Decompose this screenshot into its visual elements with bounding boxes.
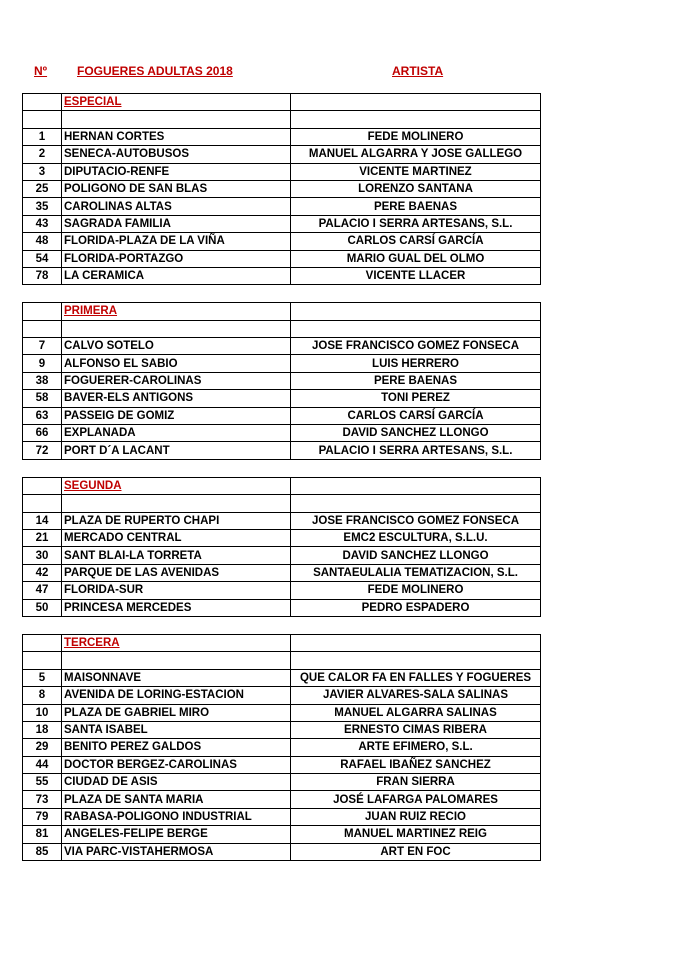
foguera-number: 50: [23, 599, 62, 616]
artist-name: PEDRO ESPADERO: [291, 599, 541, 616]
foguera-number: 85: [23, 843, 62, 860]
table-row: [23, 756, 541, 773]
foguera-name: FLORIDA-PORTAZGO: [62, 250, 291, 267]
foguera-number: 9: [23, 355, 62, 372]
artist-name: LORENZO SANTANA: [291, 180, 541, 197]
foguera-name: SANTA ISABEL: [62, 721, 291, 738]
table-row: [23, 442, 541, 459]
artist-name: FEDE MOLINERO: [291, 582, 541, 599]
foguera-number: 29: [23, 739, 62, 756]
foguera-name: SANT BLAI-LA TORRETA: [62, 547, 291, 564]
artist-name: PERE BAENAS: [291, 372, 541, 389]
sections-container: [22, 93, 540, 878]
foguera-name: VIA PARC-VISTAHERMOSA: [62, 843, 291, 860]
foguera-name: PLAZA DE SANTA MARIA: [62, 791, 291, 808]
table-row: [23, 250, 541, 267]
table-row: [23, 774, 541, 791]
artist-name: MANUEL ALGARRA SALINAS: [291, 704, 541, 721]
empty-cell: [23, 495, 62, 512]
artist-name: PERE BAENAS: [291, 198, 541, 215]
foguera-name: FOGUERER-CAROLINAS: [62, 372, 291, 389]
foguera-number: 30: [23, 547, 62, 564]
category-label: SEGUNDA: [62, 477, 291, 494]
table-row: [23, 564, 541, 581]
foguera-name: SENECA-AUTOBUSOS: [62, 146, 291, 163]
foguera-number: 14: [23, 512, 62, 529]
foguera-name: BENITO PEREZ GALDOS: [62, 739, 291, 756]
blank-row: [23, 111, 541, 128]
foguera-name: PASSEIG DE GOMIZ: [62, 407, 291, 424]
table-row: [23, 721, 541, 738]
foguera-name: FLORIDA-SUR: [62, 582, 291, 599]
foguera-number: 58: [23, 390, 62, 407]
empty-cell: [291, 477, 541, 494]
table-row: [23, 808, 541, 825]
document-title: FOGUERES ADULTAS 2018: [77, 64, 233, 78]
empty-cell: [291, 634, 541, 651]
artist-name: MARIO GUAL DEL OLMO: [291, 250, 541, 267]
empty-cell: [291, 111, 541, 128]
foguera-name: CALVO SOTELO: [62, 338, 291, 355]
table-row: [23, 704, 541, 721]
artist-name: DAVID SANCHEZ LLONGO: [291, 547, 541, 564]
empty-cell: [62, 320, 291, 337]
section-table: [22, 634, 541, 861]
foguera-number: 79: [23, 808, 62, 825]
table-row: [23, 669, 541, 686]
foguera-number: 5: [23, 669, 62, 686]
artist-name: ART EN FOC: [291, 843, 541, 860]
foguera-number: 73: [23, 791, 62, 808]
section-table: [22, 477, 541, 617]
artist-name: MANUEL ALGARRA Y JOSE GALLEGO: [291, 146, 541, 163]
foguera-number: 42: [23, 564, 62, 581]
table-row: [23, 843, 541, 860]
foguera-name: MAISONNAVE: [62, 669, 291, 686]
table-row: [23, 390, 541, 407]
category-row: [23, 634, 541, 651]
table-row: [23, 687, 541, 704]
foguera-number: 1: [23, 128, 62, 145]
foguera-name: CIUDAD DE ASIS: [62, 774, 291, 791]
foguera-name: ALFONSO EL SABIO: [62, 355, 291, 372]
foguera-number: 48: [23, 233, 62, 250]
table-row: [23, 338, 541, 355]
table-row: [23, 355, 541, 372]
empty-cell: [62, 495, 291, 512]
foguera-name: ANGELES-FELIPE BERGE: [62, 826, 291, 843]
document-header: [0, 64, 679, 80]
artist-name: QUE CALOR FA EN FALLES Y FOGUERES: [291, 669, 541, 686]
foguera-number: 47: [23, 582, 62, 599]
empty-cell: [23, 94, 62, 111]
foguera-name: LA CERAMICA: [62, 267, 291, 284]
foguera-name: POLIGONO DE SAN BLAS: [62, 180, 291, 197]
artist-name: RAFAEL IBAÑEZ SANCHEZ: [291, 756, 541, 773]
foguera-name: AVENIDA DE LORING-ESTACION: [62, 687, 291, 704]
blank-row: [23, 652, 541, 669]
table-row: [23, 267, 541, 284]
foguera-name: HERNAN CORTES: [62, 128, 291, 145]
table-row: [23, 163, 541, 180]
table-row: [23, 128, 541, 145]
foguera-number: 44: [23, 756, 62, 773]
category-row: [23, 94, 541, 111]
category-row: [23, 303, 541, 320]
foguera-name: PLAZA DE RUPERTO CHAPI: [62, 512, 291, 529]
foguera-name: PRINCESA MERCEDES: [62, 599, 291, 616]
artist-name: JUAN RUIZ RECIO: [291, 808, 541, 825]
artist-name: JOSE FRANCISCO GOMEZ FONSECA: [291, 512, 541, 529]
table-row: [23, 529, 541, 546]
artist-column-heading: ARTISTA: [392, 64, 444, 78]
foguera-number: 18: [23, 721, 62, 738]
table-row: [23, 425, 541, 442]
artist-name: JAVIER ALVARES-SALA SALINAS: [291, 687, 541, 704]
empty-cell: [291, 303, 541, 320]
artist-name: CARLOS CARSÍ GARCÍA: [291, 407, 541, 424]
table-row: [23, 407, 541, 424]
foguera-number: 72: [23, 442, 62, 459]
artist-name: DAVID SANCHEZ LLONGO: [291, 425, 541, 442]
foguera-number: 3: [23, 163, 62, 180]
empty-cell: [23, 652, 62, 669]
table-row: [23, 791, 541, 808]
artist-name: JOSE FRANCISCO GOMEZ FONSECA: [291, 338, 541, 355]
artist-name: LUIS HERRERO: [291, 355, 541, 372]
artist-name: EMC2 ESCULTURA, S.L.U.: [291, 529, 541, 546]
table-row: [23, 512, 541, 529]
table-row: [23, 826, 541, 843]
artist-name: ERNESTO CIMAS RIBERA: [291, 721, 541, 738]
empty-cell: [62, 111, 291, 128]
table-row: [23, 599, 541, 616]
table-row: [23, 547, 541, 564]
artist-name: SANTAEULALIA TEMATIZACION, S.L.: [291, 564, 541, 581]
artist-name: PALACIO I SERRA ARTESANS, S.L.: [291, 442, 541, 459]
artist-name: FRAN SIERRA: [291, 774, 541, 791]
category-label: ESPECIAL: [62, 94, 291, 111]
empty-cell: [23, 111, 62, 128]
empty-cell: [62, 652, 291, 669]
foguera-name: DOCTOR BERGEZ-CAROLINAS: [62, 756, 291, 773]
foguera-number: 21: [23, 529, 62, 546]
foguera-number: 81: [23, 826, 62, 843]
table-row: [23, 582, 541, 599]
empty-cell: [23, 477, 62, 494]
artist-name: VICENTE MARTINEZ: [291, 163, 541, 180]
foguera-number: 54: [23, 250, 62, 267]
foguera-number: 2: [23, 146, 62, 163]
blank-row: [23, 495, 541, 512]
blank-row: [23, 320, 541, 337]
empty-cell: [23, 320, 62, 337]
foguera-number: 38: [23, 372, 62, 389]
empty-cell: [291, 495, 541, 512]
table-row: [23, 233, 541, 250]
foguera-number: 66: [23, 425, 62, 442]
foguera-number: 43: [23, 215, 62, 232]
foguera-name: BAVER-ELS ANTIGONS: [62, 390, 291, 407]
foguera-number: 7: [23, 338, 62, 355]
foguera-name: FLORIDA-PLAZA DE LA VIÑA: [62, 233, 291, 250]
empty-cell: [291, 652, 541, 669]
empty-cell: [291, 320, 541, 337]
foguera-number: 10: [23, 704, 62, 721]
artist-name: VICENTE LLACER: [291, 267, 541, 284]
foguera-number: 35: [23, 198, 62, 215]
table-row: [23, 146, 541, 163]
foguera-number: 78: [23, 267, 62, 284]
artist-name: FEDE MOLINERO: [291, 128, 541, 145]
category-row: [23, 477, 541, 494]
foguera-number: 8: [23, 687, 62, 704]
category-label: PRIMERA: [62, 303, 291, 320]
empty-cell: [23, 634, 62, 651]
foguera-name: PLAZA DE GABRIEL MIRO: [62, 704, 291, 721]
foguera-name: PARQUE DE LAS AVENIDAS: [62, 564, 291, 581]
table-row: [23, 198, 541, 215]
table-row: [23, 180, 541, 197]
foguera-name: CAROLINAS ALTAS: [62, 198, 291, 215]
empty-cell: [291, 94, 541, 111]
artist-name: TONI PEREZ: [291, 390, 541, 407]
foguera-name: SAGRADA FAMILIA: [62, 215, 291, 232]
table-row: [23, 215, 541, 232]
foguera-number: 63: [23, 407, 62, 424]
foguera-number: 25: [23, 180, 62, 197]
foguera-name: MERCADO CENTRAL: [62, 529, 291, 546]
table-row: [23, 739, 541, 756]
artist-name: JOSÉ LAFARGA PALOMARES: [291, 791, 541, 808]
number-column-heading: Nº: [34, 64, 48, 78]
artist-name: MANUEL MARTINEZ REIG: [291, 826, 541, 843]
table-row: [23, 372, 541, 389]
empty-cell: [23, 303, 62, 320]
section-table: [22, 302, 541, 460]
foguera-name: EXPLANADA: [62, 425, 291, 442]
category-label: TERCERA: [62, 634, 291, 651]
artist-name: ARTE EFIMERO, S.L.: [291, 739, 541, 756]
artist-name: CARLOS CARSÍ GARCÍA: [291, 233, 541, 250]
foguera-name: PORT D´A LACANT: [62, 442, 291, 459]
foguera-name: RABASA-POLIGONO INDUSTRIAL: [62, 808, 291, 825]
foguera-number: 55: [23, 774, 62, 791]
artist-name: PALACIO I SERRA ARTESANS, S.L.: [291, 215, 541, 232]
foguera-name: DIPUTACIO-RENFE: [62, 163, 291, 180]
section-table: [22, 93, 541, 285]
